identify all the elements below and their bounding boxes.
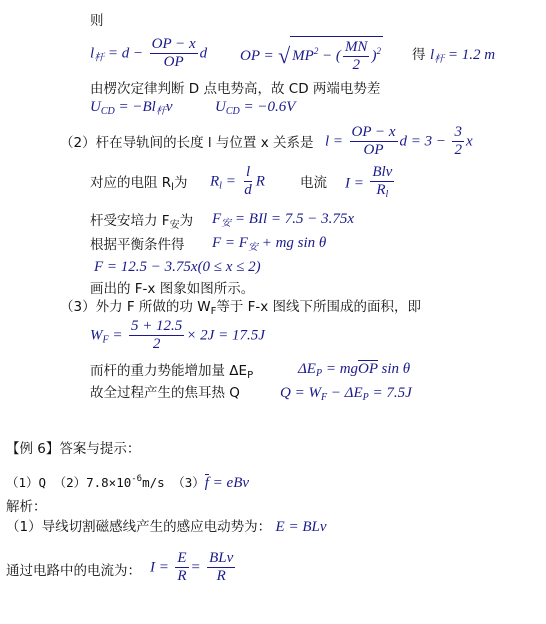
- eq-ucd1-sub2: 杆: [155, 106, 166, 117]
- frac-den: 2: [454, 142, 462, 158]
- frac-den: [374, 182, 390, 203]
- eq-heat-end: = 7.5J: [368, 385, 412, 401]
- sqrt-symbol: √: [278, 42, 291, 68]
- ex6-p2-eq: [150, 550, 237, 585]
- eq-force-pre: F: [212, 211, 222, 227]
- text-draw: 画出的 F-x 图象如图所示。: [90, 281, 255, 297]
- eq-current: [345, 164, 396, 203]
- frac-den: R: [216, 568, 226, 584]
- ex6-p2-frac2: [207, 550, 235, 585]
- sqrt-close: ): [371, 47, 377, 64]
- eq-ucd2-pre: U: [215, 99, 226, 115]
- frac-den: d: [244, 182, 252, 198]
- ex6-p1: [6, 518, 327, 536]
- eq-w-sub: F: [102, 334, 109, 346]
- eq-cur-pre: I =: [345, 175, 364, 192]
- eq-l2-var: l: [429, 47, 435, 63]
- eq-ucd2-sub: CD: [225, 106, 240, 117]
- text-res: 对应的电阻 R: [90, 175, 172, 191]
- frac-num: OP − x: [351, 124, 396, 140]
- eq-p2-lend: x: [465, 133, 473, 150]
- text-de: 得: [412, 47, 426, 63]
- eq-f-result: F = 12.5 − 3.75x(0 ≤ x ≤ 2): [94, 259, 261, 275]
- text-force-sub: 安: [169, 220, 180, 231]
- eq-res-mid: =: [221, 173, 236, 190]
- frac-num: l: [245, 164, 251, 180]
- eq-balance: [212, 234, 326, 257]
- eq-ucd1-pre: U: [90, 99, 101, 115]
- eq-resistance: [210, 164, 265, 199]
- eq-heat-sub2: P: [362, 392, 369, 403]
- eq-force-sub: 安: [221, 218, 232, 229]
- eq-p2-frac2: [452, 124, 464, 159]
- frac-num: Blv: [372, 164, 393, 180]
- text-p3-intro: （3）外力 F 所做的功 W: [60, 299, 211, 315]
- eq-ucd1-end: v: [165, 99, 173, 115]
- ex6-ans-f: f: [204, 475, 209, 491]
- ex6-p2: [6, 562, 141, 580]
- eq-l-mid: = d −: [104, 45, 144, 62]
- frac-num: OP − x: [151, 36, 196, 52]
- sqrt-a-sup: 2: [313, 45, 319, 56]
- frac-den-var: R: [376, 182, 386, 198]
- frac-num: 5 + 12.5: [130, 318, 183, 334]
- eq-pot-pre: ΔE: [298, 361, 316, 377]
- sqrt-close-sup: 2: [376, 45, 381, 56]
- text-current: 电流: [300, 175, 327, 191]
- eq-heat-pre: Q = W: [280, 385, 321, 401]
- text-force2: 为: [179, 213, 194, 229]
- eq-w-eq: =: [108, 327, 123, 344]
- eq-l-post: d: [199, 45, 208, 62]
- sqrt-a: MP: [292, 47, 314, 64]
- eq-l2-sub: 杆: [434, 54, 445, 65]
- ex6-ans-eq: = eBv: [208, 475, 250, 491]
- text-res-sub: l: [171, 182, 174, 193]
- ex6-p2-mid: =: [190, 559, 201, 576]
- eq-w-pre: W: [90, 327, 103, 344]
- frac-num: BLv: [209, 550, 234, 566]
- text-force: 杆受安培力 F: [90, 213, 170, 229]
- frac-den: 2: [352, 57, 360, 73]
- eq-force-val: = BIl = 7.5 − 3.75x: [231, 211, 355, 227]
- eq-pot-over: OP: [358, 361, 378, 377]
- eq-w-end: × 2J = 17.5J: [186, 327, 265, 344]
- eq-l-sub: 杆: [94, 52, 105, 64]
- sqrt-frac: [343, 39, 370, 74]
- eq-l2-val: = 1.2 m: [444, 47, 496, 63]
- text-p3-sub: F: [210, 306, 217, 317]
- ex6-p1-text: （1）导线切割磁感线产生的感应电动势为：: [6, 519, 272, 535]
- frac-den: R: [177, 568, 187, 584]
- eq-op-pre: OP =: [240, 47, 274, 64]
- eq-force: [212, 210, 354, 233]
- eq-p2-lpre: l =: [325, 133, 344, 150]
- eq-heat-sub: F: [320, 392, 328, 403]
- row-force: [90, 212, 193, 235]
- frac-den: OP: [363, 142, 384, 158]
- eq-w-frac: [129, 318, 184, 353]
- text-pot-sub: P: [247, 370, 254, 381]
- frac-num: E: [177, 550, 187, 566]
- eq-heat: [280, 384, 412, 407]
- sqrt-body: [290, 36, 383, 74]
- eq-l-length: [90, 36, 207, 71]
- text-part2-intro: （2）杆在导轨间的长度 l 与位置 x 关系是: [60, 135, 314, 151]
- eq-ucd1-sub: CD: [100, 106, 115, 117]
- frac-den-sub: l: [385, 189, 389, 200]
- eq-part2-l: [325, 124, 473, 159]
- eq-pot-mid: = mg: [322, 361, 359, 377]
- frac-num: MN: [344, 39, 368, 55]
- eq-p2-lmid: d = 3 −: [399, 133, 447, 150]
- frac-den: 2: [152, 336, 161, 352]
- eq-res-sub: l: [219, 180, 222, 192]
- eq-bal-sub: 安: [247, 242, 258, 253]
- eq-pot-end: sin θ: [377, 361, 411, 377]
- frac-num: 3: [454, 124, 462, 140]
- text-ze: 则: [90, 13, 104, 29]
- eq-potential: [298, 360, 410, 383]
- ex6-p2-frac1: [175, 550, 188, 585]
- text-lenz: 由楞次定律判断 D 点电势高，故 CD 两端电势差: [90, 81, 381, 97]
- text-pot: 而杆的重力势能增加量 ΔE: [90, 363, 248, 379]
- eq-res-frac: [242, 164, 254, 199]
- eq-p2-frac: [350, 124, 398, 159]
- eq-pot-sub: P: [315, 368, 323, 379]
- ex6-p2-text: 通过电路中的电流为：: [6, 563, 141, 579]
- eq-l-result: [412, 46, 495, 69]
- eq-ucd2: [215, 98, 295, 121]
- row-current: [300, 174, 327, 192]
- sqrt-mid: − (: [318, 47, 341, 64]
- eq-l-var: l: [90, 45, 95, 62]
- eq-res-pre: R: [210, 173, 220, 190]
- text-res2: 为: [173, 175, 188, 191]
- ex6-ans-b: m/s （3）: [142, 475, 205, 490]
- eq-bal-pre: F = F: [212, 235, 248, 251]
- ex6-p1-eq: E = BLv: [275, 519, 327, 535]
- ex6-title: 【例 6】答案与提示：: [6, 441, 141, 457]
- eq-cur-frac: [370, 164, 394, 203]
- row-heat: [90, 384, 240, 402]
- text-p3-end: 等于 F-x 图线下所围成的面积，即: [216, 299, 422, 315]
- ex6-ans-a: （1）Q （2）7.8×10: [6, 475, 132, 490]
- row-potential: [90, 362, 253, 385]
- eq-op: [240, 36, 383, 74]
- eq-res-end: R: [255, 173, 265, 190]
- ex6-ans-sup: -6: [131, 474, 143, 484]
- ex6-p2-pre: I =: [150, 559, 169, 576]
- text-heat: 故全过程产生的焦耳热 Q: [90, 385, 240, 401]
- eq-ucd2-val: = −0.6V: [239, 99, 296, 115]
- row-resistance: [90, 174, 187, 197]
- eq-l-frac: [150, 36, 198, 71]
- eq-heat-mid: − ΔE: [327, 385, 363, 401]
- ex6-answers: [6, 470, 249, 492]
- eq-bal-val: + mg sin θ: [257, 235, 327, 251]
- ex6-jiexi: 解析：: [6, 499, 47, 515]
- eq-ucd1: [90, 98, 173, 121]
- text-balance: 根据平衡条件得: [90, 237, 185, 253]
- frac-den: OP: [163, 54, 184, 70]
- eq-work: [90, 318, 265, 353]
- eq-ucd1-val: = −Bl: [114, 99, 156, 115]
